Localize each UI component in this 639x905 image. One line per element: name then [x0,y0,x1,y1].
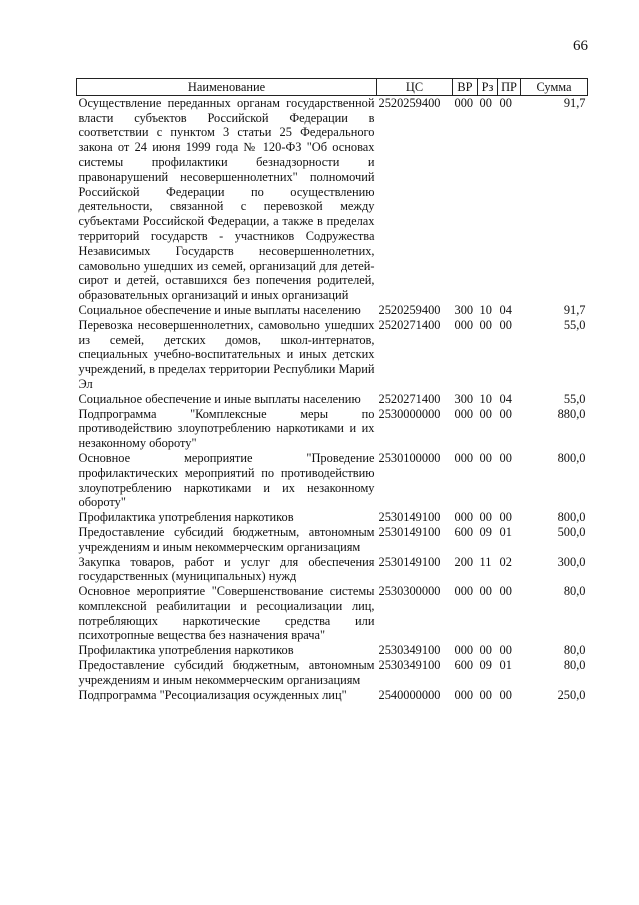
cell-name: Перевозка несовершеннолетних, самовольно ушедших из семей, детских домов, школ-интернатов, специальных учебно-воспитательных и иных детских учреждений, в пределах территории Республики Марий Эл [78,317,375,391]
cell-pr: 00 [499,317,512,332]
cell-sum: 300,0 [557,554,586,569]
cell-rz: 11 [479,554,492,569]
cell-cs: 2520271400 [378,391,441,406]
cell-rz: 00 [479,584,492,599]
table-header-row [77,79,588,96]
cell-sum: 55,0 [563,391,586,406]
table-row [77,510,588,525]
cell-cs: 2530349100 [378,643,441,658]
cell-pr: 01 [499,658,512,673]
header-pr: ПР [498,79,521,96]
cell-sum: 80,0 [563,584,586,599]
cell-cs: 2530000000 [378,406,441,421]
cell-rz: 00 [479,317,492,332]
cell-vr: 000 [454,510,474,525]
cell-name: Подпрограмма "Ресоциализация осужденных лиц" [78,687,347,702]
cell-name: Профилактика употребления наркотиков [78,643,294,658]
cell-cs: 2520271400 [378,317,441,332]
cell-vr: 000 [454,317,474,332]
header-sum: Сумма [521,79,588,96]
cell-pr: 04 [499,391,512,406]
cell-vr: 000 [454,584,474,599]
cell-cs: 2530149100 [378,510,441,525]
cell-cs: 2530349100 [378,658,441,673]
cell-rz: 00 [479,687,492,702]
cell-rz: 09 [479,658,492,673]
table-row [77,318,588,392]
cell-sum: 800,0 [557,510,586,525]
cell-name: Социальное обеспечение и иные выплаты населению [78,302,361,317]
cell-sum: 500,0 [557,524,586,539]
cell-rz: 09 [479,524,492,539]
cell-cs: 2520259400 [378,302,441,317]
cell-vr: 200 [454,554,474,569]
cell-pr: 00 [499,643,512,658]
cell-name: Подпрограмма "Комплексные меры по противодействию злоупотреблению наркотиками и их незаконному обороту" [78,406,375,451]
cell-pr: 02 [499,554,512,569]
cell-name: Осуществление переданных органам государственной власти субъектов Российской Федерации в соответствии с пунктом 3 статьи 25 Федерального закона от 24 июня 1999 года № 120-ФЗ "Об основах системы профилактики безнадзорности и правонарушений несовершеннолетних" полномочий Российской Федерации по осуществлению деятельности, связанной с перевозкой между субъектами Российской Федерации, а также в пределах территорий государств - участников Содружества Независимых Государств несовершеннолетних, самовольно ушедших из семей, организаций для детей-сирот и детей, оставшихся без попечения родителей, образовательных организаций и иных организаций [78,95,375,303]
cell-vr: 600 [454,524,474,539]
table-row [77,95,588,303]
cell-name: Профилактика употребления наркотиков [78,510,294,525]
cell-vr: 300 [454,302,474,317]
cell-name: Закупка товаров, работ и услуг для обеспечения государственных (муниципальных) нужд [78,554,375,584]
table-row [77,643,588,658]
cell-rz: 00 [479,450,492,465]
cell-sum: 55,0 [563,317,586,332]
table-row [77,584,588,643]
cell-rz: 00 [479,643,492,658]
cell-rz: 10 [479,302,492,317]
cell-name: Основное мероприятие "Совершенствование системы комплексной реабилитации и ресоциализации лиц, потребляющих наркотические средства или психотропные вещества без назначения врача" [78,584,375,643]
cell-pr: 00 [499,687,512,702]
cell-sum: 880,0 [557,406,586,421]
cell-vr: 000 [454,95,474,110]
cell-sum: 80,0 [563,643,586,658]
cell-name: Предоставление субсидий бюджетным, автономным учреждениям и иным некоммерческим организациям [78,658,375,687]
cell-rz: 00 [479,510,492,525]
cell-vr: 600 [454,658,474,673]
table-row [77,303,588,318]
header-cs: ЦС [377,79,453,96]
cell-pr: 00 [499,406,512,421]
table-row [77,525,588,555]
cell-rz: 00 [479,95,492,110]
cell-cs: 2530149100 [378,524,441,539]
cell-sum: 80,0 [563,658,586,673]
cell-name: Основное мероприятие "Проведение профилактических мероприятий по противодействию злоупотреблению наркотиками и их незаконному обороту" [78,450,375,510]
cell-cs: 2530300000 [378,584,441,599]
cell-pr: 04 [499,302,512,317]
cell-vr: 000 [454,643,474,658]
header-rz: Рз [478,79,498,96]
cell-sum: 800,0 [557,450,586,465]
table-row [77,407,588,451]
cell-cs: 2530149100 [378,554,441,569]
cell-vr: 000 [454,687,474,702]
cell-sum: 91,7 [563,302,586,317]
cell-cs: 2540000000 [378,687,441,702]
header-name: Наименование [77,79,377,96]
cell-vr: 000 [454,450,474,465]
cell-pr: 00 [499,95,512,110]
table-row [77,688,588,703]
cell-sum: 91,7 [563,95,586,110]
cell-pr: 01 [499,524,512,539]
cell-name: Социальное обеспечение и иные выплаты населению [78,391,361,406]
table-row [77,658,588,688]
table-row [77,392,588,407]
budget-table [76,78,588,702]
cell-rz: 00 [479,406,492,421]
cell-cs: 2520259400 [378,95,441,110]
cell-cs: 2530100000 [378,450,441,465]
table-row [77,451,588,510]
cell-pr: 00 [499,584,512,599]
page-number: 66 [573,38,588,54]
header-vr: ВР [453,79,478,96]
cell-vr: 300 [454,391,474,406]
cell-pr: 00 [499,450,512,465]
table-row [77,555,588,585]
cell-rz: 10 [479,391,492,406]
cell-vr: 000 [454,406,474,421]
cell-sum: 250,0 [557,687,586,702]
cell-name: Предоставление субсидий бюджетным, автономным учреждениям и иным некоммерческим организациям [78,524,375,554]
cell-pr: 00 [499,510,512,525]
